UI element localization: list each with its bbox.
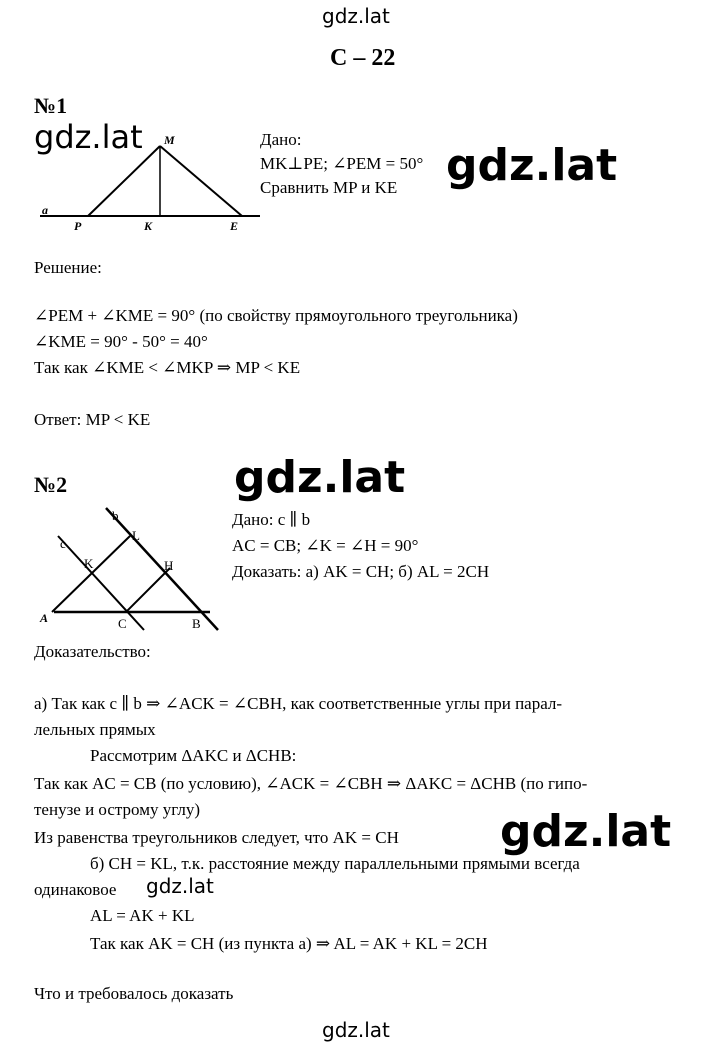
problem2-figure — [30, 500, 230, 634]
watermark-figure1: gdz.lat — [34, 118, 143, 156]
problem2-proof-label: Доказательство: — [34, 642, 151, 661]
label-b: b — [112, 508, 119, 523]
problem2-proof-p9: AL = AK + KL — [90, 906, 195, 925]
label-E: E — [230, 219, 239, 233]
watermark-top: gdz.lat — [322, 4, 390, 28]
segment-CH — [126, 568, 170, 612]
problem1-solution-line2: ∠KME = 90° - 50° = 40° — [34, 332, 208, 351]
problem2-proof-p6: Из равенства треугольников следует, что AK = CH — [34, 828, 399, 847]
problem1-answer: Ответ: MP < KE — [34, 410, 151, 429]
problem1-solution-line3: Так как ∠KME < ∠MKP ⇒ MP < KE — [34, 358, 301, 377]
watermark-proof: gdz.lat — [500, 806, 672, 857]
problem2-given-line2: AC = CB; ∠K = ∠H = 90° — [232, 536, 419, 555]
label-K: K — [84, 556, 94, 571]
label-L: L — [132, 528, 140, 543]
label-C: C — [118, 616, 127, 631]
label-K: K — [144, 219, 153, 233]
problem2-proof-p8: одинаковое — [34, 880, 117, 899]
problem1-given-line2: Сравнить MP и KE — [260, 178, 398, 197]
segment-PM — [88, 146, 160, 216]
problem1-solution-label: Решение: — [34, 258, 102, 277]
label-H: H — [164, 558, 174, 573]
watermark-small: gdz.lat — [146, 874, 214, 898]
label-B: B — [192, 616, 201, 631]
problem2-proof-p5: тенузе и острому углу) — [34, 800, 200, 819]
problem2-given-line1: Дано: с ∥ b — [232, 510, 311, 529]
problem2-number: №2 — [34, 472, 68, 497]
page-title: С – 22 — [330, 45, 396, 71]
problem2-given-line3: Доказать: а) AK = CH; б) AL = 2CH — [232, 562, 490, 581]
problem1-given-label: Дано: — [260, 130, 302, 149]
problem1-figure — [30, 128, 270, 238]
label-c: c — [60, 536, 66, 551]
problem2-proof-p3: Рассмотрим ΔAKC и ΔCHB: — [90, 746, 297, 765]
problem1-solution-line1: ∠PEM + ∠KME = 90° (по свойству прямоугольного треугольника) — [34, 306, 518, 325]
problem2-proof-p7: б) CH = KL, т.к. расстояние между параллельными прямыми всегда — [90, 854, 580, 873]
problem1-given-line1: MK⊥PE; ∠PEM = 50° — [260, 154, 424, 173]
segment-ME — [160, 146, 242, 216]
problem2-proof-p1: а) Так как с ∥ b ⇒ ∠ACK = ∠CBH, как соответственные углы при парал- — [34, 694, 563, 713]
line-c — [58, 536, 144, 630]
problem2-proof-p2: лельных прямых — [34, 720, 156, 739]
watermark-bottom: gdz.lat — [322, 1018, 390, 1042]
problem2-conclusion: Что и требовалось доказать — [34, 984, 234, 1003]
label-a: a — [42, 203, 48, 217]
watermark-problem2: gdz.lat — [234, 452, 406, 503]
label-A: A — [40, 611, 49, 625]
problem2-proof-p10: Так как AK = CH (из пункта а) ⇒ AL = AK + KL = 2CH — [90, 934, 488, 953]
problem1-number: №1 — [34, 93, 68, 118]
label-P: P — [74, 219, 82, 233]
problem2-proof-p4: Так как AC = CB (по условию), ∠ACK = ∠CBH ⇒ ΔAKC = ΔCHB (по гипо- — [34, 774, 588, 793]
label-M: M — [164, 133, 175, 147]
watermark-given1: gdz.lat — [446, 140, 618, 191]
